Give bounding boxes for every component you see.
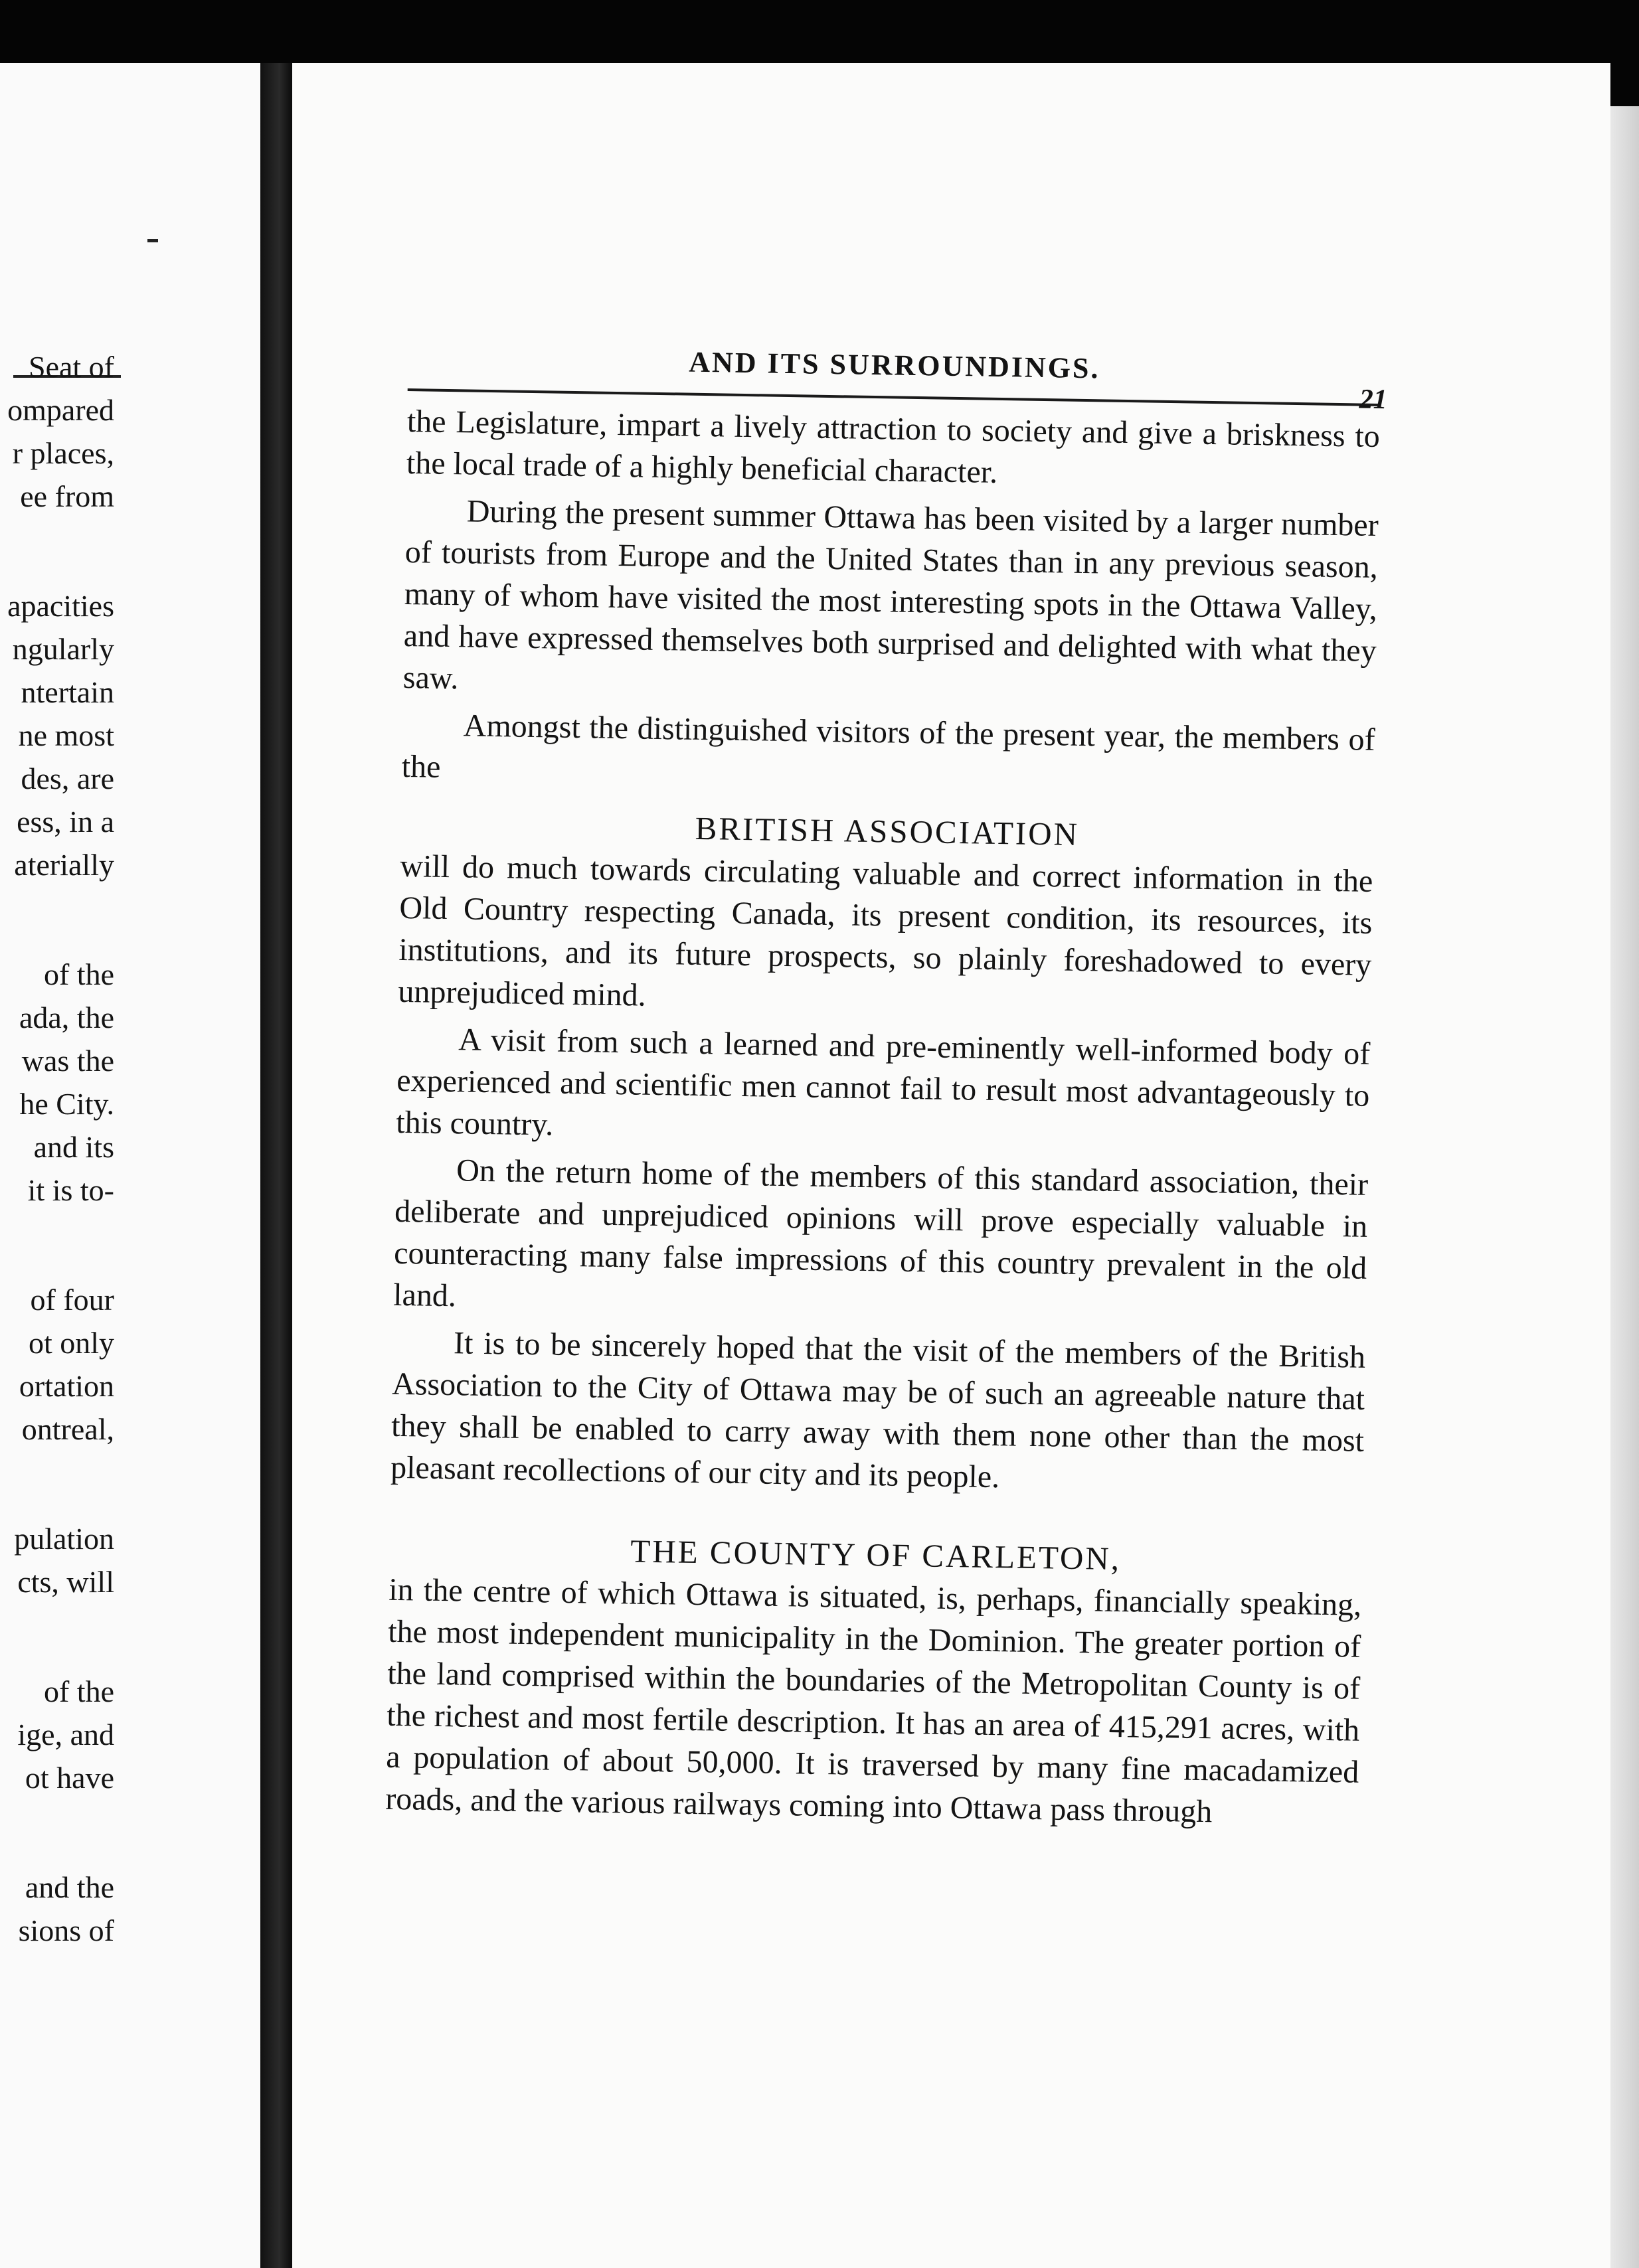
paragraph: the Legislature, impart a lively attraction to society and give a briskness to the local trade of a highly beneficial character. bbox=[406, 403, 1381, 490]
right-page bbox=[292, 63, 1610, 2268]
left-page-line: cts, will bbox=[17, 1565, 114, 1599]
left-page-line: des, are bbox=[21, 762, 114, 795]
left-page-line: ontreal, bbox=[21, 1412, 114, 1446]
left-page-line: and the bbox=[25, 1870, 114, 1904]
left-page-line: ess, in a bbox=[17, 805, 114, 839]
left-page-line: of the bbox=[43, 1674, 114, 1708]
left-page-line: r places, bbox=[12, 436, 114, 470]
paragraph: A visit from such a learned and pre-eminently well-informed body of experienced and scientific men cannot fail to result most advantageously to this country. bbox=[395, 1022, 1371, 1143]
page-edge bbox=[1610, 106, 1639, 2268]
running-head-title: AND ITS SURROUNDINGS. bbox=[688, 345, 1100, 385]
left-page-line: Seat of bbox=[28, 350, 114, 384]
left-page-line: ompared bbox=[7, 393, 114, 427]
left-page-line: of the bbox=[43, 957, 114, 991]
paragraph: Amongst the distinguished visitors of the present year, the members of the bbox=[401, 708, 1376, 785]
left-page-line: was the bbox=[21, 1044, 114, 1078]
paragraph: will do much towards circulating valuable and correct information in the Old Country respecting Canada, its present condition, its resources, its institutions, and its future prospects, so plainly foreshadowed to every unprejudiced mind. bbox=[398, 848, 1373, 1013]
paragraph: It is to be sincerely hoped that the visit of the members of the British Association to the City of Ottawa may be of such an agreeable nature that they shall be enabled to carry away with them none other than the most pleasant recollections of our city and its people. bbox=[390, 1325, 1366, 1495]
left-page-line: ot have bbox=[25, 1761, 114, 1795]
left-page-fragment bbox=[0, 63, 260, 2268]
left-page-line: it is to- bbox=[27, 1173, 114, 1207]
left-page-line: apacities bbox=[7, 589, 114, 623]
left-page-line: ada, the bbox=[19, 1001, 114, 1034]
running-head bbox=[408, 335, 1388, 416]
paragraph: in the centre of which Ottawa is situated, is, perhaps, financially speaking, the most independent municipality in the Dominion. The greater portion of the land comprised within the boundaries of the Metropolitan County is of the richest and most fertile description. It has an area of 415,291 acres, with a population of about 50,000. It is traversed by many fine macadamized roads, and the various railways coming into Ottawa pass through bbox=[385, 1572, 1362, 1830]
left-page-line: ntertain bbox=[21, 675, 114, 709]
book-gutter bbox=[260, 63, 292, 2268]
left-page-line: and its bbox=[33, 1130, 114, 1164]
left-page-line: he City. bbox=[19, 1087, 114, 1121]
left-page-line: ige, and bbox=[17, 1718, 114, 1751]
left-page-dash bbox=[147, 239, 158, 242]
body-text bbox=[385, 400, 1380, 1835]
section-heading: THE COUNTY OF CARLETON, bbox=[630, 1532, 1122, 1578]
page-content bbox=[385, 335, 1388, 1835]
paragraph: On the return home of the members of this standard association, their deliberate and unprejudiced opinions will prove especially valuable in counteracting many false impressions of this country prevalent in the old land. bbox=[392, 1153, 1369, 1314]
left-page-line: of four bbox=[30, 1283, 114, 1317]
section-heading: BRITISH ASSOCIATION bbox=[695, 809, 1080, 852]
left-page-line: aterially bbox=[14, 848, 114, 882]
left-page-line: ot only bbox=[28, 1326, 114, 1360]
left-page-line: ortation bbox=[19, 1369, 114, 1403]
left-page-line: pulation bbox=[14, 1522, 114, 1556]
left-page-line: ngularly bbox=[12, 632, 114, 666]
left-page-line: ne most bbox=[18, 718, 114, 752]
paragraph: During the present summer Ottawa has been visited by a larger number of tourists from Europe and the United States than in any previous season, many of whom have visited the most interesting spots in the Ottawa Valley, and have expressed themselves both surprised and delighted with what they saw. bbox=[402, 493, 1379, 696]
left-page-line: ee from bbox=[20, 479, 114, 513]
page-number: 21 bbox=[1359, 384, 1388, 416]
left-page-line: sions of bbox=[18, 1913, 114, 1947]
